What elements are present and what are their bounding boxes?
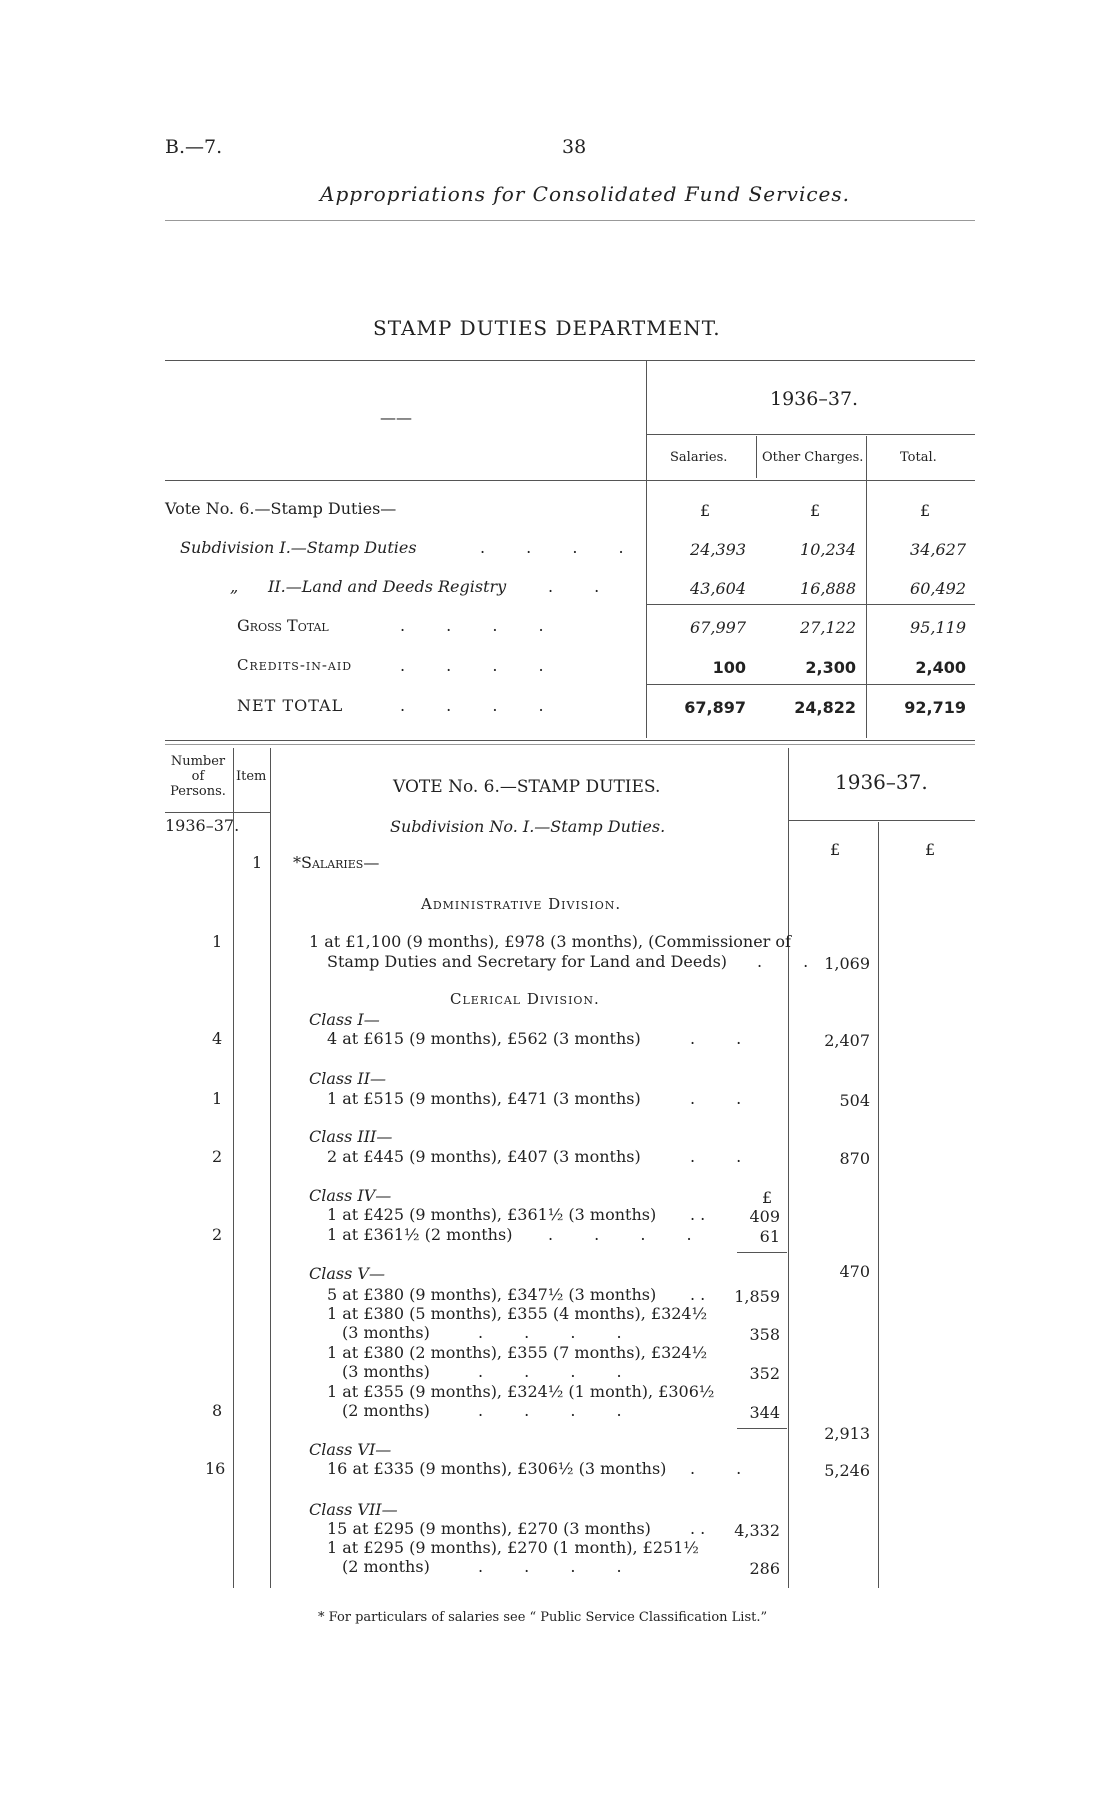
- row-other-charges: 2,300: [805, 658, 856, 677]
- row-other-charges: 10,234: [800, 540, 856, 559]
- item-number: 1: [252, 853, 263, 872]
- amount: 2,913: [824, 1424, 870, 1443]
- col-salaries-header: Salaries.: [670, 450, 728, 465]
- leader-dots: . . . .: [400, 696, 562, 715]
- salary-line: 1 at £361½ (2 months): [327, 1225, 513, 1244]
- leader-dots: . . . .: [478, 1557, 640, 1576]
- salary-line: (2 months): [342, 1557, 430, 1576]
- salaries-heading: *Salaries—: [293, 853, 380, 872]
- persons-count: 16: [205, 1459, 226, 1478]
- leader-dots: . . . .: [548, 1225, 710, 1244]
- leader-dots: . .: [690, 1519, 706, 1538]
- leader-dots: . . . .: [400, 616, 562, 635]
- salary-line: 5 at £380 (9 months), £347½ (3 months): [327, 1285, 657, 1304]
- col-item: Item: [236, 769, 267, 784]
- pound-symbol: £: [810, 501, 821, 520]
- persons-count: 1: [212, 1089, 223, 1108]
- summary-bottom-rule-2: [165, 744, 975, 745]
- leader-dots: . . . .: [478, 1401, 640, 1420]
- salary-line: 1 at £380 (2 months), £355 (7 months), £324½: [327, 1343, 708, 1362]
- amount: 1,069: [824, 954, 870, 973]
- row-total: 92,719: [904, 698, 966, 717]
- sub-amount: 358: [749, 1325, 780, 1344]
- pound-symbol: £: [700, 501, 711, 520]
- amount: 2,407: [824, 1031, 870, 1050]
- administrative-division: Administrative Division.: [421, 895, 622, 913]
- salary-line: 1 at £1,100 (9 months), £978 (3 months), (Commissioner of: [309, 932, 791, 951]
- leader-dots: . . . .: [478, 1362, 640, 1381]
- persons-count: 8: [212, 1401, 223, 1420]
- amount: 870: [839, 1149, 870, 1168]
- summary-row-label: II.—Land and Deeds Registry: [268, 577, 507, 596]
- summary-bottom-rule: [165, 740, 975, 741]
- leader-dots: . .: [690, 1147, 760, 1166]
- salary-line: Stamp Duties and Secretary for Land and Deeds): [327, 952, 728, 971]
- salary-line: 2 at £445 (9 months), £407 (3 months): [327, 1147, 641, 1166]
- salary-line: 1 at £380 (5 months), £355 (4 months), £324½: [327, 1304, 708, 1323]
- summary-col-divider-2: [756, 436, 757, 478]
- class-heading: Class II—: [309, 1069, 387, 1088]
- detail-col-divider-amount-2: [878, 822, 879, 1588]
- row-total: 34,627: [910, 540, 966, 559]
- subdivision-title: Subdivision No. I.—Stamp Duties.: [390, 817, 666, 836]
- detail-col-divider-amount: [788, 748, 789, 1588]
- class-heading: Class VI—: [309, 1440, 392, 1459]
- footnote: * For particulars of salaries see “ Public Service Classification List.”: [318, 1610, 768, 1625]
- salary-line: 1 at £425 (9 months), £361½ (3 months): [327, 1205, 657, 1224]
- salary-line: 15 at £295 (9 months), £270 (3 months): [327, 1519, 651, 1538]
- leader-dots: . .: [690, 1459, 760, 1478]
- class-heading: Class III—: [309, 1127, 393, 1146]
- summary-row-label: Credits-in-aid: [237, 656, 353, 674]
- summary-year: 1936–37.: [770, 388, 859, 410]
- detail-col-divider-item: [270, 748, 271, 1588]
- leader-dots: . . . .: [478, 1323, 640, 1342]
- sub-amount: 344: [749, 1403, 780, 1422]
- leader-dots: . .: [690, 1285, 706, 1304]
- amount: 504: [839, 1091, 870, 1110]
- page-number: 38: [562, 136, 587, 158]
- col-number-persons: of: [191, 769, 205, 784]
- sub-amount: 1,859: [734, 1287, 780, 1306]
- leader-dots: . . . .: [400, 656, 562, 675]
- subtotal-rule: [737, 1252, 787, 1253]
- detail-col-divider-persons: [233, 748, 234, 1588]
- salary-line: 1 at £295 (9 months), £270 (1 month), £251½: [327, 1538, 699, 1557]
- persons-count: 2: [212, 1225, 223, 1244]
- document-reference: B.—7.: [165, 136, 223, 158]
- row-salaries: 67,897: [684, 698, 746, 717]
- summary-header-rule: [165, 480, 975, 481]
- col-year: 1936–37.: [165, 816, 240, 835]
- row-salaries: 43,604: [690, 579, 746, 598]
- pound-symbol: £: [830, 840, 841, 859]
- leader-dots: . .: [690, 1029, 760, 1048]
- summary-row-label: NET TOTAL: [237, 696, 344, 715]
- department-title: STAMP DUTIES DEPARTMENT.: [373, 316, 721, 340]
- net-total-rule: [646, 684, 975, 685]
- pound-symbol: £: [920, 501, 931, 520]
- summary-row-label: Gross Total: [237, 616, 329, 635]
- pound-symbol: £: [925, 840, 936, 859]
- sub-amount: 409: [749, 1207, 780, 1226]
- subtotal-rule: [646, 604, 975, 605]
- sub-amount: 61: [759, 1227, 780, 1246]
- row-salaries: 24,393: [690, 540, 746, 559]
- row-total: 95,119: [910, 618, 966, 637]
- subtotal-rule: [737, 1428, 787, 1429]
- salary-line: (3 months): [342, 1362, 430, 1381]
- vote-label: Vote No. 6.—Stamp Duties—: [165, 499, 397, 518]
- leader-dots: . .: [690, 1089, 760, 1108]
- row-total: 60,492: [910, 579, 966, 598]
- col-number-persons: Persons.: [170, 784, 226, 799]
- leader-dots: . .: [548, 577, 618, 596]
- amount: 470: [839, 1262, 870, 1281]
- class-heading: Class V—: [309, 1264, 385, 1283]
- vote-title: VOTE No. 6.—STAMP DUTIES.: [393, 777, 661, 797]
- row-salaries: 67,997: [690, 618, 746, 637]
- row-total: 2,400: [915, 658, 966, 677]
- salary-line: 4 at £615 (9 months), £562 (3 months): [327, 1029, 641, 1048]
- summary-year-rule: [646, 434, 975, 435]
- detail-header-rule: [165, 812, 270, 813]
- summary-dash: ——: [380, 408, 412, 427]
- pound-symbol: £: [762, 1188, 773, 1207]
- row-other-charges: 24,822: [794, 698, 856, 717]
- summary-col-divider: [646, 360, 647, 738]
- row-other-charges: 27,122: [800, 618, 856, 637]
- salary-line: 16 at £335 (9 months), £306½ (3 months): [327, 1459, 667, 1478]
- class-heading: Class IV—: [309, 1186, 392, 1205]
- sub-amount: 286: [749, 1559, 780, 1578]
- sub-amount: 352: [749, 1364, 780, 1383]
- summary-row-label: Subdivision I.—Stamp Duties: [180, 538, 417, 557]
- col-other-charges-header: Other Charges.: [762, 450, 864, 465]
- summary-top-rule: [165, 360, 975, 361]
- leader-dots: . . . .: [480, 538, 642, 557]
- col-total-header: Total.: [900, 450, 937, 465]
- salary-line: (2 months): [342, 1401, 430, 1420]
- summary-col-divider-3: [866, 436, 867, 738]
- salary-line: 1 at £515 (9 months), £471 (3 months): [327, 1089, 641, 1108]
- running-title: Appropriations for Consolidated Fund Services.: [320, 182, 851, 206]
- clerical-division: Clerical Division.: [450, 990, 600, 1008]
- detail-year-rule: [788, 820, 975, 821]
- header-rule: [165, 220, 975, 221]
- salary-line: 1 at £355 (9 months), £324½ (1 month), £306½: [327, 1382, 715, 1401]
- ditto-mark: „: [230, 577, 239, 596]
- leader-dots: . .: [757, 952, 827, 971]
- col-number-persons: Number: [170, 754, 226, 769]
- persons-count: 4: [212, 1029, 223, 1048]
- detail-year: 1936–37.: [835, 770, 928, 794]
- amount: 5,246: [824, 1461, 870, 1480]
- salary-line: (3 months): [342, 1323, 430, 1342]
- sub-amount: 4,332: [734, 1521, 780, 1540]
- leader-dots: . .: [690, 1205, 706, 1224]
- class-heading: Class I—: [309, 1010, 380, 1029]
- row-other-charges: 16,888: [800, 579, 856, 598]
- class-heading: Class VII—: [309, 1500, 398, 1519]
- persons-count: 2: [212, 1147, 223, 1166]
- persons-count: 1: [212, 932, 223, 951]
- row-salaries: 100: [712, 658, 746, 677]
